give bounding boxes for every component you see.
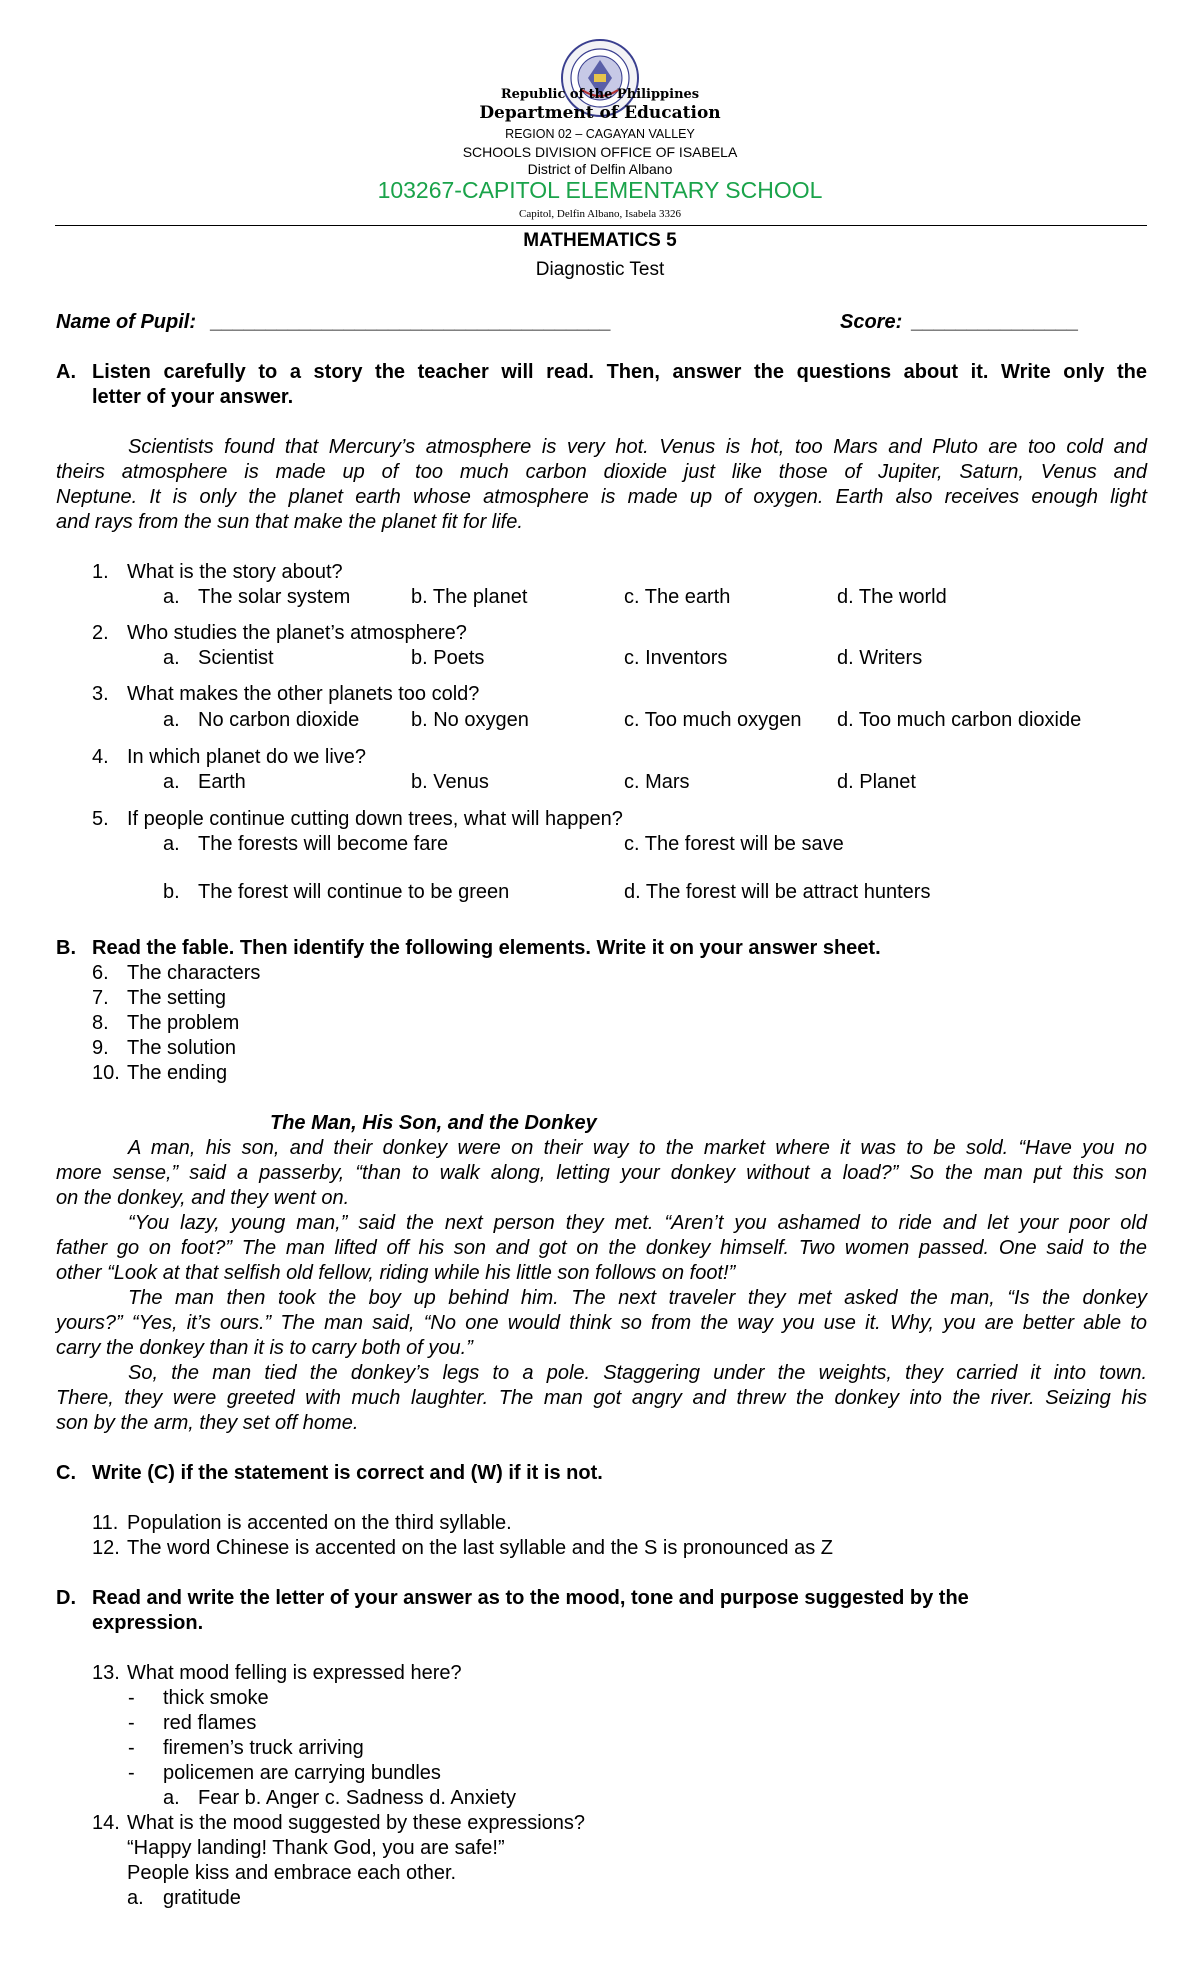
score-blank[interactable]: _______________ <box>912 311 1079 333</box>
fable-line: So, the man tied the donkey’s legs to a pole. Staggering under the weights, they carried it into town. <box>128 1362 1147 1384</box>
name-label: Name of Pupil: <box>56 311 197 333</box>
question-number: 1. <box>92 561 109 583</box>
school-name: 103267-CAPITOL ELEMENTARY SCHOOL <box>377 177 823 203</box>
option-b: b. Poets <box>411 647 485 669</box>
bullet-item: red flames <box>163 1712 257 1734</box>
fable-line: carry the donkey than it is to carry both of you.” <box>56 1337 473 1359</box>
score-label: Score: <box>840 311 903 333</box>
section-d-instruction-cont: expression. <box>92 1612 204 1634</box>
section-a-letter: A. <box>56 361 76 383</box>
district-line: District of Delfin Albano <box>527 161 673 177</box>
option-letter: a. <box>163 586 180 608</box>
bullet-item: firemen’s truck arriving <box>163 1737 364 1759</box>
test-type: Diagnostic Test <box>535 259 665 280</box>
story-line: and rays from the sun that make the planet fit for life. <box>56 511 523 533</box>
option-c: c. Too much oxygen <box>624 709 802 731</box>
option-d: d. Writers <box>837 647 923 669</box>
region-line: REGION 02 – CAGAYAN VALLEY <box>505 127 695 141</box>
bullet-item: policemen are carrying bundles <box>163 1762 441 1784</box>
header-divider <box>55 225 1147 226</box>
division-line: SCHOOLS DIVISION OFFICE OF ISABELA <box>462 144 738 160</box>
subject-title: MATHEMATICS 5 <box>523 230 677 251</box>
option-letter: a. <box>163 771 180 793</box>
bullet-dash: - <box>128 1762 135 1784</box>
bullet-dash: - <box>128 1737 135 1759</box>
element-item: The characters <box>127 962 261 984</box>
option-d: d. The world <box>837 586 947 608</box>
option-letter: b. <box>163 881 180 903</box>
address-line: Capitol, Delfin Albano, Isabela 3326 <box>519 208 681 220</box>
question-text: If people continue cutting down trees, what will happen? <box>127 808 623 830</box>
item-number: 12. <box>92 1537 120 1559</box>
item-number: 6. <box>92 962 109 984</box>
fable-line: son by the arm, they set off home. <box>56 1412 359 1434</box>
option-a: No carbon dioxide <box>198 709 360 731</box>
option-letter: a. <box>163 833 180 855</box>
fable-title: The Man, His Son, and the Donkey <box>270 1112 597 1134</box>
option-b: b. The planet <box>411 586 528 608</box>
question-number: 3. <box>92 683 109 705</box>
question-number: 2. <box>92 622 109 644</box>
option-a: Scientist <box>198 647 274 669</box>
fable-line: The man then took the boy up behind him. The next traveler they met asked the man, “Is the donkey <box>128 1287 1147 1309</box>
section-a-instruction: Listen carefully to a story the teacher will read. Then, answer the questions about it. Write only the <box>92 361 1147 383</box>
option-letter: a. <box>163 709 180 731</box>
option-b: The forest will continue to be green <box>198 881 510 903</box>
element-item: The setting <box>127 987 226 1009</box>
section-b-letter: B. <box>56 937 76 959</box>
department-line: Department of Education <box>479 103 721 123</box>
question-text: In which planet do we live? <box>127 746 367 768</box>
question-text: What is the story about? <box>127 561 343 583</box>
option-a: The solar system <box>198 586 351 608</box>
item-number: 9. <box>92 1037 109 1059</box>
item-number: 14. <box>92 1812 120 1834</box>
question-number: 5. <box>92 808 109 830</box>
fable-line: other “Look at that selfish old fellow, riding while his little son follows on foot!” <box>56 1262 736 1284</box>
option-a: gratitude <box>163 1887 241 1909</box>
bullet-dash: - <box>128 1687 135 1709</box>
item-number: 10. <box>92 1062 120 1084</box>
element-item: The problem <box>127 1012 240 1034</box>
statement-item: Population is accented on the third syllable. <box>127 1512 512 1534</box>
name-blank[interactable]: ____________________________________ <box>211 311 612 333</box>
section-d-instruction: Read and write the letter of your answer as to the mood, tone and purpose suggested by the <box>92 1587 969 1609</box>
option-a: Earth <box>198 771 246 793</box>
choices-line: Fear b. Anger c. Sadness d. Anxiety <box>198 1787 516 1809</box>
option-letter: a. <box>163 647 180 669</box>
option-letter: a. <box>127 1887 144 1909</box>
story-line: Neptune. It is only the planet earth whose atmosphere is made up of oxygen. Earth also receives enough light <box>56 486 1147 508</box>
question-text: What mood felling is expressed here? <box>127 1662 462 1684</box>
context-line: People kiss and embrace each other. <box>127 1862 457 1884</box>
option-d: d. The forest will be attract hunters <box>624 881 931 903</box>
fable-line: on the donkey, and they went on. <box>56 1187 350 1209</box>
question-text: What makes the other planets too cold? <box>127 683 480 705</box>
element-item: The ending <box>127 1062 228 1084</box>
option-letter: a. <box>163 1787 180 1809</box>
option-a: The forests will become fare <box>198 833 449 855</box>
fable-line: yours?” “Yes, it’s ours.” The man said, “No one would think so from the way you use it. Why, you are better able to <box>56 1312 1147 1334</box>
fable-line: A man, his son, and their donkey were on their way to the market where it was to be sold. “Have you no <box>128 1137 1147 1159</box>
fable-line: “You lazy, young man,” said the next person they met. “Aren’t you ashamed to ride and let your poor old <box>128 1212 1147 1234</box>
story-line: Scientists found that Mercury’s atmosphere is very hot. Venus is hot, too Mars and Pluto are too cold and <box>128 436 1147 458</box>
section-c-letter: C. <box>56 1462 76 1484</box>
section-c-instruction: Write (C) if the statement is correct and (W) if it is not. <box>92 1462 603 1484</box>
fable-line: father go on foot?” The man lifted off his son and got on the donkey himself. Two women passed. One said to the <box>56 1237 1147 1259</box>
fable-line: There, they were greeted with much laughter. The man got angry and threw the donkey into the river. Seizing his <box>56 1387 1147 1409</box>
option-c: c. The earth <box>624 586 731 608</box>
option-d: d. Too much carbon dioxide <box>837 709 1082 731</box>
quote-line: “Happy landing! Thank God, you are safe!” <box>127 1837 505 1859</box>
item-number: 7. <box>92 987 109 1009</box>
statement-item: The word Chinese is accented on the last syllable and the S is pronounced as Z <box>127 1537 833 1559</box>
item-number: 13. <box>92 1662 120 1684</box>
bullet-dash: - <box>128 1712 135 1734</box>
republic-line: Republic of the Philippines <box>500 87 700 102</box>
section-a-instruction-cont: letter of your answer. <box>92 386 294 408</box>
option-c: c. Inventors <box>624 647 728 669</box>
option-b: b. Venus <box>411 771 489 793</box>
question-text: What is the mood suggested by these expressions? <box>127 1812 586 1834</box>
section-b-instruction: Read the fable. Then identify the following elements. Write it on your answer sheet. <box>92 937 881 959</box>
fable-line: more sense,” said a passerby, “than to walk along, letting your donkey without a load?” So the man put this son <box>56 1162 1147 1184</box>
option-d: d. Planet <box>837 771 916 793</box>
item-number: 8. <box>92 1012 109 1034</box>
item-number: 11. <box>92 1512 119 1534</box>
question-text: Who studies the planet’s atmosphere? <box>127 622 467 644</box>
element-item: The solution <box>127 1037 236 1059</box>
section-d-letter: D. <box>56 1587 76 1609</box>
option-c: c. The forest will be save <box>624 833 844 855</box>
question-number: 4. <box>92 746 109 768</box>
story-line: theirs atmosphere is made up of too much carbon dioxide just like those of Jupiter, Saturn, Venus and <box>56 461 1147 483</box>
bullet-item: thick smoke <box>163 1687 269 1709</box>
option-c: c. Mars <box>624 771 690 793</box>
option-b: b. No oxygen <box>411 709 529 731</box>
